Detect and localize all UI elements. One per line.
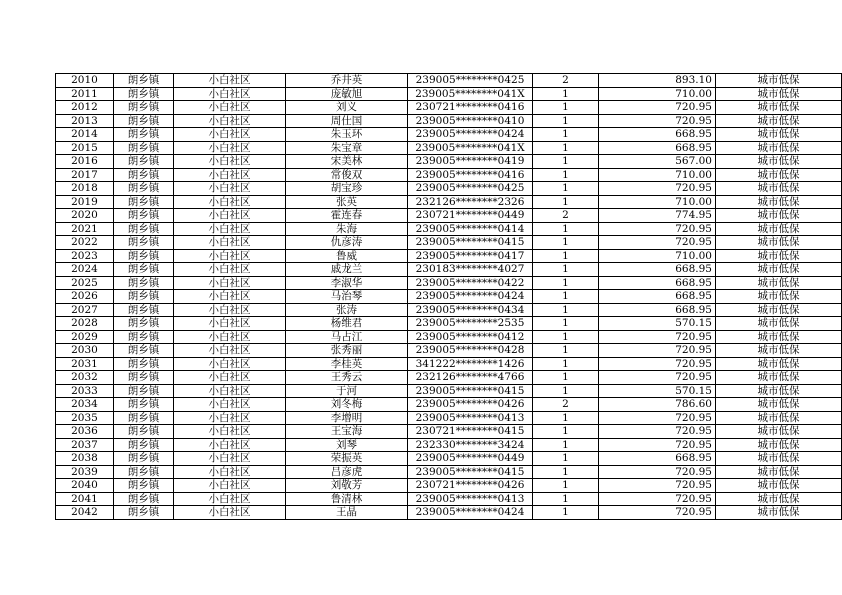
person-name-cell: 刘义 — [286, 101, 408, 115]
town-cell: 朗乡镇 — [114, 263, 174, 277]
id-number-cell: 239005********0425 — [408, 182, 533, 196]
household-count-cell: 1 — [533, 195, 599, 209]
household-count-cell: 1 — [533, 317, 599, 331]
household-count-cell: 1 — [533, 384, 599, 398]
person-name-cell: 吕彦虎 — [286, 465, 408, 479]
community-cell: 小白社区 — [174, 74, 286, 88]
household-count-cell: 1 — [533, 303, 599, 317]
town-cell: 朗乡镇 — [114, 101, 174, 115]
row-number-cell: 2024 — [56, 263, 114, 277]
household-count-cell: 1 — [533, 438, 599, 452]
subsidy-type-cell: 城市低保 — [716, 411, 842, 425]
household-count-cell: 1 — [533, 452, 599, 466]
person-name-cell: 王晶 — [286, 506, 408, 520]
row-number-cell: 2012 — [56, 101, 114, 115]
table-row — [56, 87, 842, 101]
id-number-cell: 230721********0415 — [408, 425, 533, 439]
table-row — [56, 452, 842, 466]
amount-cell: 786.60 — [599, 398, 716, 412]
table-row — [56, 330, 842, 344]
subsidy-type-cell: 城市低保 — [716, 263, 842, 277]
row-number-cell: 2039 — [56, 465, 114, 479]
person-name-cell: 鲁清林 — [286, 492, 408, 506]
table-row — [56, 168, 842, 182]
table-row — [56, 114, 842, 128]
table-row — [56, 344, 842, 358]
community-cell: 小白社区 — [174, 398, 286, 412]
id-number-cell: 239005********041X — [408, 141, 533, 155]
household-count-cell: 1 — [533, 263, 599, 277]
town-cell: 朗乡镇 — [114, 452, 174, 466]
household-count-cell: 1 — [533, 290, 599, 304]
row-number-cell: 2011 — [56, 87, 114, 101]
row-number-cell: 2017 — [56, 168, 114, 182]
amount-cell: 668.95 — [599, 141, 716, 155]
household-count-cell: 2 — [533, 209, 599, 223]
community-cell: 小白社区 — [174, 438, 286, 452]
subsidy-type-cell: 城市低保 — [716, 74, 842, 88]
subsidy-type-cell: 城市低保 — [716, 303, 842, 317]
subsidy-type-cell: 城市低保 — [716, 330, 842, 344]
community-cell: 小白社区 — [174, 290, 286, 304]
household-count-cell: 1 — [533, 425, 599, 439]
person-name-cell: 鲁威 — [286, 249, 408, 263]
community-cell: 小白社区 — [174, 141, 286, 155]
person-name-cell: 戚龙兰 — [286, 263, 408, 277]
row-number-cell: 2028 — [56, 317, 114, 331]
subsidy-type-cell: 城市低保 — [716, 492, 842, 506]
town-cell: 朗乡镇 — [114, 114, 174, 128]
amount-cell: 668.95 — [599, 303, 716, 317]
amount-cell: 567.00 — [599, 155, 716, 169]
household-count-cell: 1 — [533, 371, 599, 385]
row-number-cell: 2020 — [56, 209, 114, 223]
amount-cell: 774.95 — [599, 209, 716, 223]
amount-cell: 570.15 — [599, 317, 716, 331]
town-cell: 朗乡镇 — [114, 479, 174, 493]
household-count-cell: 1 — [533, 155, 599, 169]
row-number-cell: 2037 — [56, 438, 114, 452]
id-number-cell: 239005********0425 — [408, 74, 533, 88]
amount-cell: 720.95 — [599, 438, 716, 452]
town-cell: 朗乡镇 — [114, 438, 174, 452]
subsidy-type-cell: 城市低保 — [716, 87, 842, 101]
community-cell: 小白社区 — [174, 236, 286, 250]
community-cell: 小白社区 — [174, 492, 286, 506]
household-count-cell: 1 — [533, 276, 599, 290]
household-count-cell: 2 — [533, 398, 599, 412]
row-number-cell: 2029 — [56, 330, 114, 344]
community-cell: 小白社区 — [174, 182, 286, 196]
id-number-cell: 239005********0416 — [408, 168, 533, 182]
town-cell: 朗乡镇 — [114, 236, 174, 250]
community-cell: 小白社区 — [174, 168, 286, 182]
subsidy-type-cell: 城市低保 — [716, 195, 842, 209]
subsidy-type-cell: 城市低保 — [716, 317, 842, 331]
subsidy-type-cell: 城市低保 — [716, 452, 842, 466]
id-number-cell: 239005********0422 — [408, 276, 533, 290]
subsidy-type-cell: 城市低保 — [716, 128, 842, 142]
amount-cell: 710.00 — [599, 249, 716, 263]
row-number-cell: 2035 — [56, 411, 114, 425]
table-row — [56, 209, 842, 223]
id-number-cell: 230721********0426 — [408, 479, 533, 493]
person-name-cell: 杨维君 — [286, 317, 408, 331]
person-name-cell: 李桂英 — [286, 357, 408, 371]
subsidy-type-cell: 城市低保 — [716, 141, 842, 155]
person-name-cell: 张秀丽 — [286, 344, 408, 358]
person-name-cell: 于河 — [286, 384, 408, 398]
row-number-cell: 2038 — [56, 452, 114, 466]
row-number-cell: 2040 — [56, 479, 114, 493]
community-cell: 小白社区 — [174, 87, 286, 101]
table-row — [56, 479, 842, 493]
amount-cell: 720.95 — [599, 465, 716, 479]
amount-cell: 720.95 — [599, 236, 716, 250]
town-cell: 朗乡镇 — [114, 344, 174, 358]
amount-cell: 720.95 — [599, 425, 716, 439]
town-cell: 朗乡镇 — [114, 249, 174, 263]
town-cell: 朗乡镇 — [114, 506, 174, 520]
subsidy-type-cell: 城市低保 — [716, 222, 842, 236]
town-cell: 朗乡镇 — [114, 290, 174, 304]
household-count-cell: 1 — [533, 222, 599, 236]
amount-cell: 720.95 — [599, 330, 716, 344]
town-cell: 朗乡镇 — [114, 74, 174, 88]
person-name-cell: 周仕国 — [286, 114, 408, 128]
town-cell: 朗乡镇 — [114, 209, 174, 223]
row-number-cell: 2026 — [56, 290, 114, 304]
id-number-cell: 239005********0417 — [408, 249, 533, 263]
subsidy-table — [55, 73, 842, 520]
person-name-cell: 刘敬芳 — [286, 479, 408, 493]
amount-cell: 720.95 — [599, 506, 716, 520]
community-cell: 小白社区 — [174, 222, 286, 236]
subsidy-type-cell: 城市低保 — [716, 168, 842, 182]
household-count-cell: 1 — [533, 344, 599, 358]
subsidy-type-cell: 城市低保 — [716, 465, 842, 479]
table-row — [56, 290, 842, 304]
id-number-cell: 239005********0449 — [408, 452, 533, 466]
row-number-cell: 2041 — [56, 492, 114, 506]
household-count-cell: 1 — [533, 465, 599, 479]
person-name-cell: 张涛 — [286, 303, 408, 317]
community-cell: 小白社区 — [174, 155, 286, 169]
subsidy-type-cell: 城市低保 — [716, 344, 842, 358]
subsidy-type-cell: 城市低保 — [716, 155, 842, 169]
table-row — [56, 249, 842, 263]
town-cell: 朗乡镇 — [114, 411, 174, 425]
person-name-cell: 刘冬梅 — [286, 398, 408, 412]
amount-cell: 710.00 — [599, 168, 716, 182]
town-cell: 朗乡镇 — [114, 303, 174, 317]
table-row — [56, 155, 842, 169]
community-cell: 小白社区 — [174, 425, 286, 439]
amount-cell: 720.95 — [599, 222, 716, 236]
person-name-cell: 王宝海 — [286, 425, 408, 439]
amount-cell: 710.00 — [599, 195, 716, 209]
household-count-cell: 1 — [533, 128, 599, 142]
id-number-cell: 239005********0415 — [408, 236, 533, 250]
community-cell: 小白社区 — [174, 465, 286, 479]
amount-cell: 720.95 — [599, 371, 716, 385]
row-number-cell: 2042 — [56, 506, 114, 520]
table-row — [56, 317, 842, 331]
id-number-cell: 239005********0428 — [408, 344, 533, 358]
amount-cell: 710.00 — [599, 87, 716, 101]
id-number-cell: 341222********1426 — [408, 357, 533, 371]
town-cell: 朗乡镇 — [114, 128, 174, 142]
row-number-cell: 2022 — [56, 236, 114, 250]
community-cell: 小白社区 — [174, 452, 286, 466]
community-cell: 小白社区 — [174, 128, 286, 142]
table-row — [56, 492, 842, 506]
id-number-cell: 239005********0426 — [408, 398, 533, 412]
row-number-cell: 2030 — [56, 344, 114, 358]
amount-cell: 668.95 — [599, 128, 716, 142]
household-count-cell: 1 — [533, 141, 599, 155]
row-number-cell: 2014 — [56, 128, 114, 142]
town-cell: 朗乡镇 — [114, 168, 174, 182]
table-row — [56, 303, 842, 317]
row-number-cell: 2032 — [56, 371, 114, 385]
row-number-cell: 2015 — [56, 141, 114, 155]
table-row — [56, 222, 842, 236]
person-name-cell: 荣振英 — [286, 452, 408, 466]
table-row — [56, 263, 842, 277]
amount-cell: 720.95 — [599, 182, 716, 196]
table-row — [56, 384, 842, 398]
community-cell: 小白社区 — [174, 209, 286, 223]
row-number-cell: 2018 — [56, 182, 114, 196]
town-cell: 朗乡镇 — [114, 182, 174, 196]
id-number-cell: 239005********0434 — [408, 303, 533, 317]
community-cell: 小白社区 — [174, 276, 286, 290]
community-cell: 小白社区 — [174, 344, 286, 358]
id-number-cell: 232126********4766 — [408, 371, 533, 385]
subsidy-type-cell: 城市低保 — [716, 236, 842, 250]
person-name-cell: 胡宝珍 — [286, 182, 408, 196]
id-number-cell: 239005********0414 — [408, 222, 533, 236]
id-number-cell: 239005********0415 — [408, 465, 533, 479]
row-number-cell: 2031 — [56, 357, 114, 371]
table-row — [56, 371, 842, 385]
community-cell: 小白社区 — [174, 479, 286, 493]
town-cell: 朗乡镇 — [114, 384, 174, 398]
subsidy-type-cell: 城市低保 — [716, 290, 842, 304]
person-name-cell: 张英 — [286, 195, 408, 209]
community-cell: 小白社区 — [174, 384, 286, 398]
person-name-cell: 李淑华 — [286, 276, 408, 290]
id-number-cell: 239005********0424 — [408, 128, 533, 142]
household-count-cell: 1 — [533, 249, 599, 263]
person-name-cell: 李增明 — [286, 411, 408, 425]
amount-cell: 668.95 — [599, 290, 716, 304]
subsidy-type-cell: 城市低保 — [716, 249, 842, 263]
person-name-cell: 朱宝章 — [286, 141, 408, 155]
subsidy-type-cell: 城市低保 — [716, 398, 842, 412]
person-name-cell: 马治琴 — [286, 290, 408, 304]
person-name-cell: 朱海 — [286, 222, 408, 236]
community-cell: 小白社区 — [174, 249, 286, 263]
table-row — [56, 182, 842, 196]
id-number-cell: 239005********2535 — [408, 317, 533, 331]
person-name-cell: 宋美林 — [286, 155, 408, 169]
town-cell: 朗乡镇 — [114, 317, 174, 331]
table-row — [56, 398, 842, 412]
id-number-cell: 239005********0413 — [408, 492, 533, 506]
table-row — [56, 141, 842, 155]
subsidy-type-cell: 城市低保 — [716, 425, 842, 439]
id-number-cell: 230721********0416 — [408, 101, 533, 115]
id-number-cell: 232330********3424 — [408, 438, 533, 452]
row-number-cell: 2036 — [56, 425, 114, 439]
id-number-cell: 230721********0449 — [408, 209, 533, 223]
person-name-cell: 霍连春 — [286, 209, 408, 223]
id-number-cell: 239005********0424 — [408, 290, 533, 304]
amount-cell: 720.95 — [599, 357, 716, 371]
person-name-cell: 王秀云 — [286, 371, 408, 385]
community-cell: 小白社区 — [174, 330, 286, 344]
community-cell: 小白社区 — [174, 317, 286, 331]
town-cell: 朗乡镇 — [114, 276, 174, 290]
amount-cell: 668.95 — [599, 263, 716, 277]
row-number-cell: 2016 — [56, 155, 114, 169]
row-number-cell: 2010 — [56, 74, 114, 88]
table-row — [56, 101, 842, 115]
town-cell: 朗乡镇 — [114, 371, 174, 385]
subsidy-type-cell: 城市低保 — [716, 209, 842, 223]
amount-cell: 893.10 — [599, 74, 716, 88]
amount-cell: 720.95 — [599, 101, 716, 115]
community-cell: 小白社区 — [174, 303, 286, 317]
community-cell: 小白社区 — [174, 506, 286, 520]
town-cell: 朗乡镇 — [114, 330, 174, 344]
row-number-cell: 2027 — [56, 303, 114, 317]
subsidy-type-cell: 城市低保 — [716, 438, 842, 452]
table-body — [56, 74, 842, 520]
subsidy-type-cell: 城市低保 — [716, 384, 842, 398]
id-number-cell: 239005********0424 — [408, 506, 533, 520]
household-count-cell: 2 — [533, 74, 599, 88]
id-number-cell: 239005********0419 — [408, 155, 533, 169]
community-cell: 小白社区 — [174, 411, 286, 425]
town-cell: 朗乡镇 — [114, 398, 174, 412]
amount-cell: 668.95 — [599, 452, 716, 466]
household-count-cell: 1 — [533, 506, 599, 520]
town-cell: 朗乡镇 — [114, 141, 174, 155]
person-name-cell: 仇彦涛 — [286, 236, 408, 250]
household-count-cell: 1 — [533, 330, 599, 344]
subsidy-type-cell: 城市低保 — [716, 276, 842, 290]
row-number-cell: 2019 — [56, 195, 114, 209]
amount-cell: 720.95 — [599, 344, 716, 358]
town-cell: 朗乡镇 — [114, 425, 174, 439]
household-count-cell: 1 — [533, 492, 599, 506]
amount-cell: 720.95 — [599, 492, 716, 506]
household-count-cell: 1 — [533, 479, 599, 493]
table-row — [56, 236, 842, 250]
household-count-cell: 1 — [533, 411, 599, 425]
subsidy-type-cell: 城市低保 — [716, 114, 842, 128]
town-cell: 朗乡镇 — [114, 222, 174, 236]
town-cell: 朗乡镇 — [114, 87, 174, 101]
amount-cell: 720.95 — [599, 479, 716, 493]
town-cell: 朗乡镇 — [114, 195, 174, 209]
household-count-cell: 1 — [533, 114, 599, 128]
household-count-cell: 1 — [533, 87, 599, 101]
id-number-cell: 239005********0412 — [408, 330, 533, 344]
row-number-cell: 2033 — [56, 384, 114, 398]
table-row — [56, 411, 842, 425]
town-cell: 朗乡镇 — [114, 155, 174, 169]
id-number-cell: 239005********0410 — [408, 114, 533, 128]
person-name-cell: 刘琴 — [286, 438, 408, 452]
row-number-cell: 2021 — [56, 222, 114, 236]
row-number-cell: 2025 — [56, 276, 114, 290]
household-count-cell: 1 — [533, 101, 599, 115]
table-row — [56, 465, 842, 479]
row-number-cell: 2034 — [56, 398, 114, 412]
table-row — [56, 357, 842, 371]
household-count-cell: 1 — [533, 357, 599, 371]
table-row — [56, 276, 842, 290]
row-number-cell: 2013 — [56, 114, 114, 128]
amount-cell: 668.95 — [599, 276, 716, 290]
subsidy-type-cell: 城市低保 — [716, 357, 842, 371]
person-name-cell: 乔井英 — [286, 74, 408, 88]
person-name-cell: 庞敏旭 — [286, 87, 408, 101]
community-cell: 小白社区 — [174, 114, 286, 128]
id-number-cell: 239005********0415 — [408, 384, 533, 398]
subsidy-type-cell: 城市低保 — [716, 479, 842, 493]
community-cell: 小白社区 — [174, 263, 286, 277]
table-row — [56, 74, 842, 88]
community-cell: 小白社区 — [174, 357, 286, 371]
community-cell: 小白社区 — [174, 101, 286, 115]
community-cell: 小白社区 — [174, 371, 286, 385]
household-count-cell: 1 — [533, 168, 599, 182]
person-name-cell: 朱玉环 — [286, 128, 408, 142]
table-row — [56, 438, 842, 452]
table-row — [56, 425, 842, 439]
household-count-cell: 1 — [533, 182, 599, 196]
subsidy-type-cell: 城市低保 — [716, 101, 842, 115]
id-number-cell: 232126********2326 — [408, 195, 533, 209]
town-cell: 朗乡镇 — [114, 357, 174, 371]
id-number-cell: 239005********0413 — [408, 411, 533, 425]
person-name-cell: 马占江 — [286, 330, 408, 344]
household-count-cell: 1 — [533, 236, 599, 250]
row-number-cell: 2023 — [56, 249, 114, 263]
id-number-cell: 239005********041X — [408, 87, 533, 101]
amount-cell: 720.95 — [599, 114, 716, 128]
subsidy-type-cell: 城市低保 — [716, 371, 842, 385]
table-row — [56, 195, 842, 209]
community-cell: 小白社区 — [174, 195, 286, 209]
table-row — [56, 506, 842, 520]
subsidy-type-cell: 城市低保 — [716, 506, 842, 520]
amount-cell: 720.95 — [599, 411, 716, 425]
amount-cell: 570.15 — [599, 384, 716, 398]
town-cell: 朗乡镇 — [114, 492, 174, 506]
table-row — [56, 128, 842, 142]
subsidy-type-cell: 城市低保 — [716, 182, 842, 196]
town-cell: 朗乡镇 — [114, 465, 174, 479]
id-number-cell: 230183********4027 — [408, 263, 533, 277]
person-name-cell: 常俊双 — [286, 168, 408, 182]
